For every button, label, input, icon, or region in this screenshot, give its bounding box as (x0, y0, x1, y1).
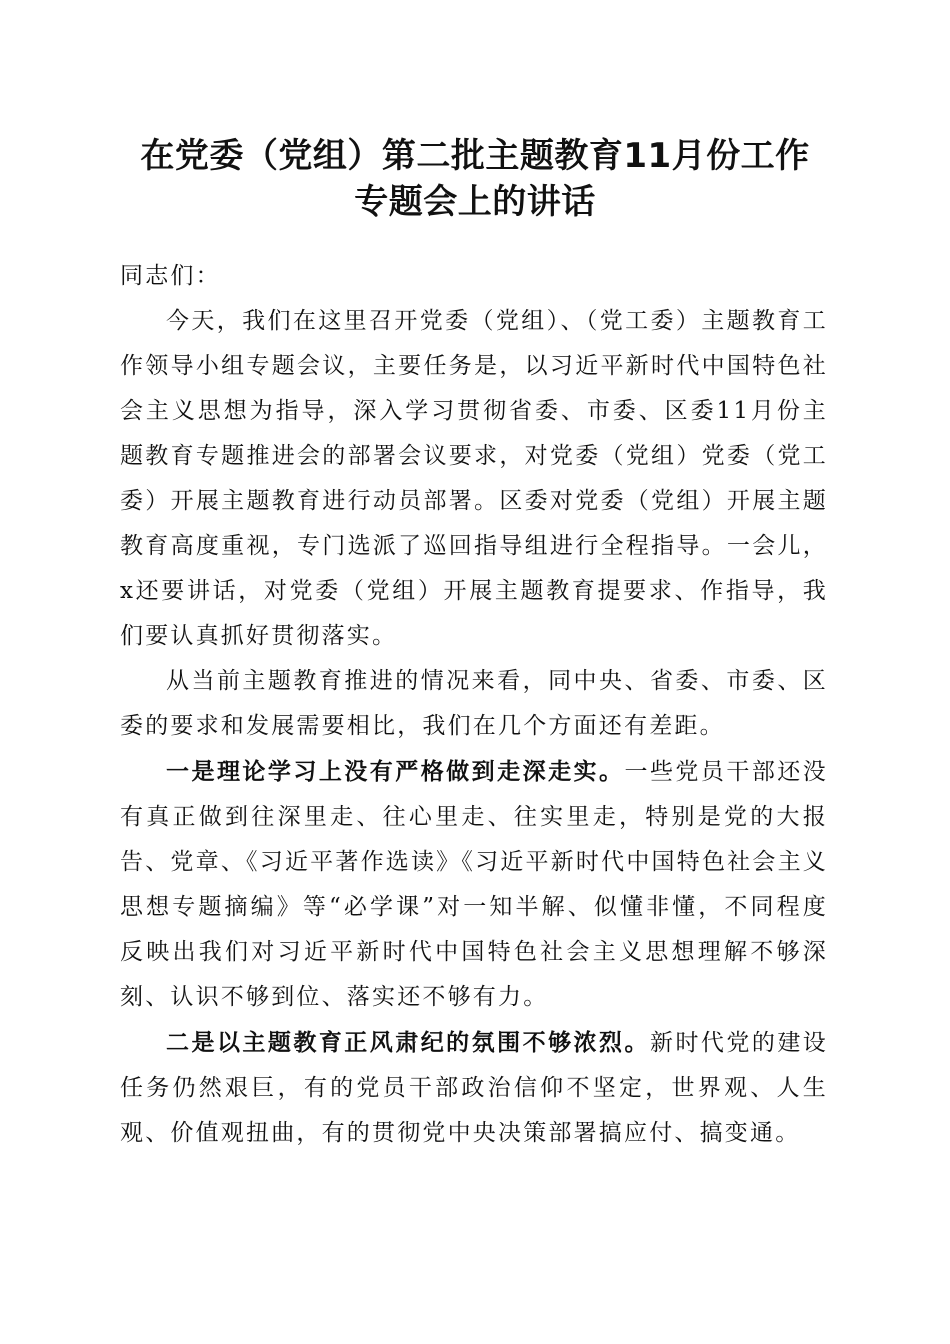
title-line-2: 专题会上的讲话 (354, 182, 596, 222)
paragraph-point-1 (120, 749, 828, 1020)
paragraph-lead: 二是以主题教育正风肃纪的氛围不够浓烈。 (166, 1029, 650, 1056)
paragraph-lead: 一是理论学习上没有严格做到走深走实。 (166, 758, 625, 785)
paragraph-text: 新时代党的建设任务仍然艰巨，有的党员干部政治信仰不坚定，世界观、人生观、价值观扭曲，有的贯彻党中央决策部署搞应付、搞变通。 (120, 1030, 828, 1146)
salutation: 同志们： (120, 263, 221, 289)
document-body (120, 254, 828, 1156)
paragraph-opening (120, 299, 828, 659)
paragraph-text: 一些党员干部还没有真正做到往深里走、往心里走、往实里走，特别是党的大报告、党章、《习近平著作选读》《习近平新时代中国特色社会主义思想专题摘编》等“必学课”对一知半解、似懂非懂，不同程度反映出我们对习近平新时代中国特色社会主义思想理解不够深刻、认识不够到位、落实还不够有力。 (120, 759, 828, 1010)
paragraph-gap-summary (120, 659, 828, 749)
paragraph-point-2 (120, 1020, 828, 1156)
paragraph-text: 从当前主题教育推进的情况来看，同中央、省委、市委、区委的要求和发展需要相比，我们在几个方面还有差距。 (120, 668, 828, 739)
title-line-1: 在党委（党组）第二批主题教育11月份工作 (140, 136, 810, 176)
document-title (110, 133, 840, 225)
paragraph-text: 今天，我们在这里召开党委（党组）、（党工委）主题教育工作领导小组专题会议，主要任务是，以习近平新时代中国特色社会主义思想为指导，深入学习贯彻省委、市委、区委11月份主题教育专题推进会的部署会议要求，对党委（党组）党委（党工委）开展主题教育进行动员部署。区委对党委（党组）开展主题教育高度重视，专门选派了巡回指导组进行全程指导。一会儿，x还要讲话，对党委（党组）开展主题教育提要求、作指导，我们要认真抓好贯彻落实。 (120, 308, 828, 649)
